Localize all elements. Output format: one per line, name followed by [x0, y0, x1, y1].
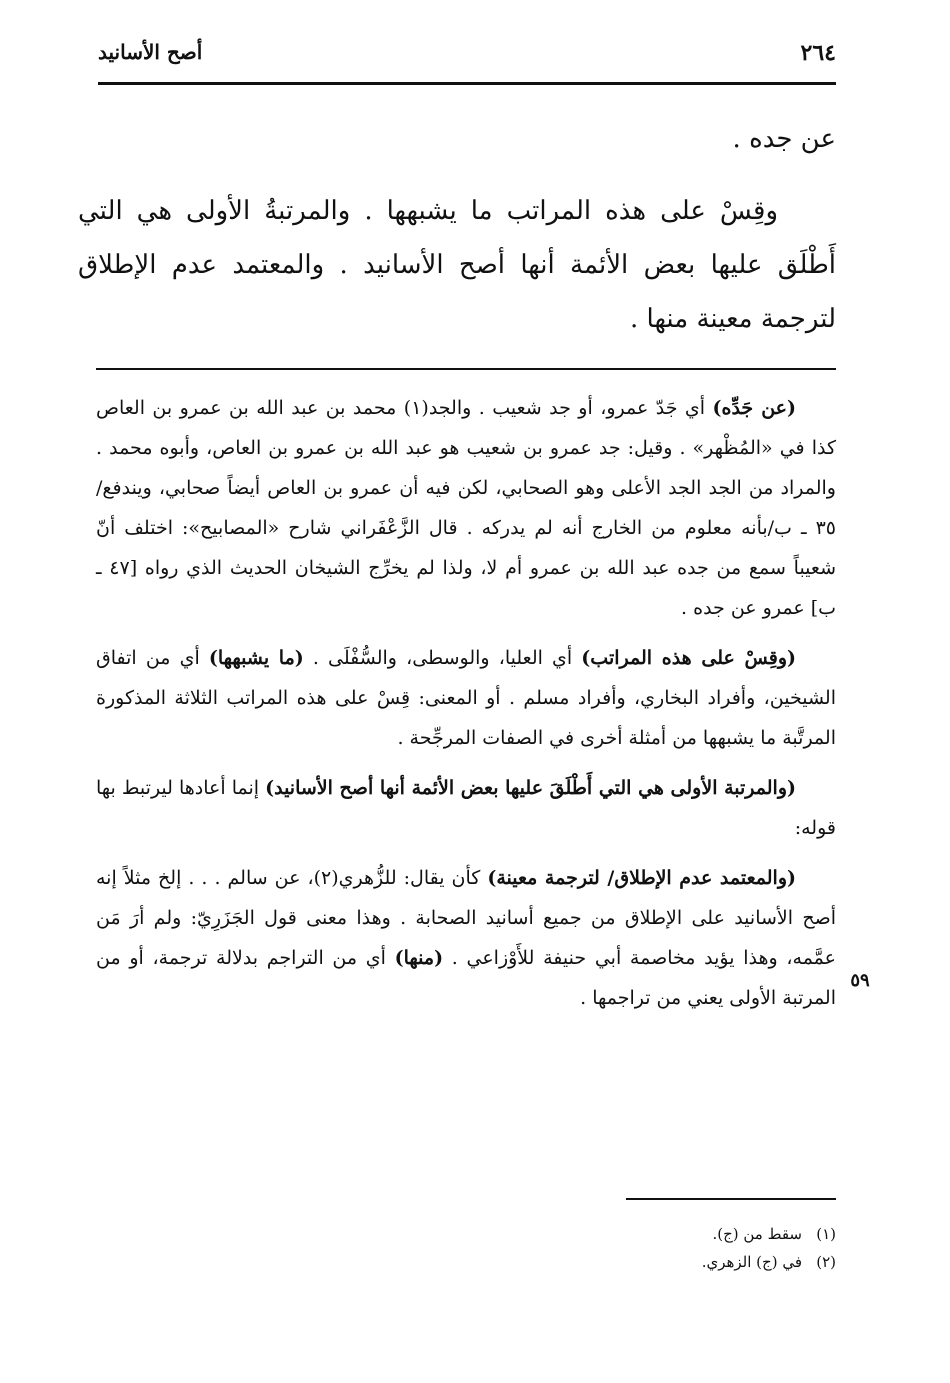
commentary-paragraph-1	[96, 388, 836, 628]
footnote-number: (١)	[816, 1225, 836, 1243]
commentary-lemma: (ما يشبهها)	[208, 647, 304, 669]
commentary-lemma: (منها)	[394, 947, 444, 969]
commentary-text: إنما أعادها ليرتبط بها قوله:	[96, 777, 836, 839]
footnote-number: (٢)	[816, 1253, 836, 1271]
footnote-text: في (ج) الزهري.	[701, 1253, 802, 1271]
main-paragraph-1: عن جده .	[732, 124, 836, 154]
main-paragraph-2: وقِسْ على هذه المراتب ما يشبهها . والمرتبةُ الأولى هي التي أَطْلَق عليها بعض الأئمة أنها أصح الأسانيد . والمعتمد عدم الإطلاق لترجمة معينة منها .	[78, 196, 836, 334]
footnote-2	[300, 1248, 836, 1276]
running-title: أصح الأسانيد	[98, 40, 203, 64]
footnote-rule	[626, 1198, 836, 1200]
footnote-1	[300, 1220, 836, 1248]
commentary-lemma: (عن جَدِّه)	[712, 397, 796, 419]
margin-folio-number: ٥٩	[850, 970, 870, 991]
page-header	[98, 40, 836, 80]
commentary-lemma: (والمرتبة الأولى هي التي أَطْلَقَ عليها بعض الأئمة أنها أصح الأسانيد)	[265, 777, 796, 799]
section-divider	[96, 368, 836, 370]
commentary-text: أي جَدّ عمرو، أو جد شعيب . والجد(١) محمد بن عبد الله بن عمرو بن العاص كذا في «المُظْهر» . وقيل: جد عمرو بن شعيب هو عبد الله بن عمرو بن العاص، وأبوه محمد . والمراد من الجد الجد الأعلى وهو الصحابي، لكن فيه أن عمرو بن العاص أيضاً صحابي، ويندفع/٣٥ ـ ب/بأنه معلوم من الخارج أنه لم يدركه . قال الزَّعْفَراني شارح «المصابيح»: اختلف أنّ شعيباً سمع من جده عبد الله بن عمرو أم لا، ولذا لم يخرِّج الشيخان الحديث الذي رواه [٤٧ ـ ب] عمرو عن جده .	[96, 397, 836, 619]
commentary-text: أي العليا، والوسطى، والسُّفْلَى .	[303, 647, 582, 669]
commentary-text: كأن يقال: للزُّهري(٢)، عن سالم . . . إلخ مثلاً إنه أصح الأسانيد على الإطلاق من جميع أسانيد الصحابة . وهذا معنى قول الجَزَرِيّ: ولم أرَ مَن عمَّمه، وهذا يؤيد مخاصمة أبي حنيفة للأَوْزاعي .	[96, 867, 836, 969]
main-text	[78, 112, 836, 346]
footnotes	[300, 1220, 836, 1276]
header-rule	[98, 82, 836, 85]
commentary-text: أي من اتفاق الشيخين، وأفراد البخاري، وأفراد مسلم . أو المعنى: قِسْ على هذه المراتب الثلاثة المذكورة المرتَّبة ما يشبهها من أمثلة أخرى في الصفات المرجِّحة .	[96, 647, 836, 749]
commentary-text: أي من التراجم بدلالة ترجمة، أو من المرتبة الأولى يعني من تراجمها .	[96, 947, 836, 1009]
footnote-text: سقط من (ج).	[712, 1225, 802, 1243]
page-number: ٢٦٤	[800, 40, 836, 66]
commentary-paragraph-2	[96, 638, 836, 758]
commentary-lemma: (والمعتمد عدم الإطلاق/ لترجمة معينة)	[487, 867, 797, 889]
commentary-paragraph-3	[96, 768, 836, 848]
commentary-paragraph-4	[96, 858, 836, 1018]
commentary-lemma: (وقِسْ على هذه المراتب)	[581, 647, 796, 669]
commentary	[96, 388, 836, 1028]
